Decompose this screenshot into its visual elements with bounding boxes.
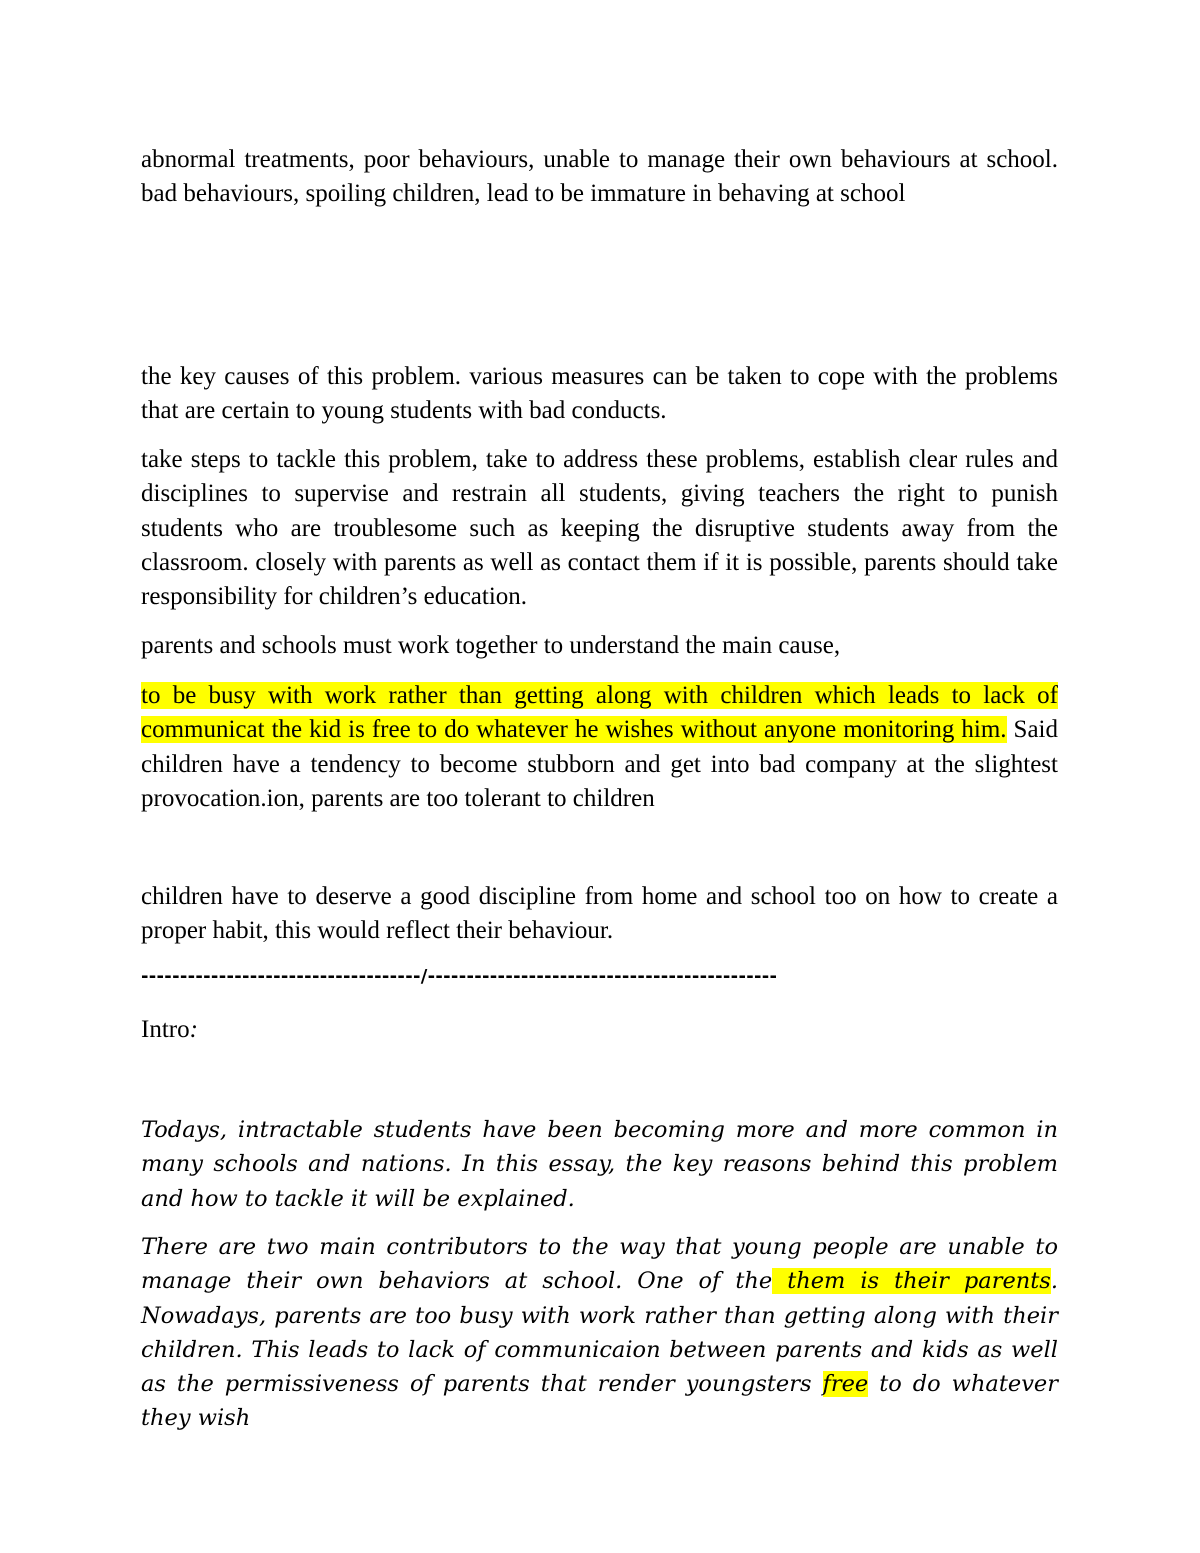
paragraph-1: abnormal treatments, poor behaviours, unable to manage their own behaviours at school. bad behaviours, spoiling children, lead to be immature in behaving at school xyxy=(141,146,1058,208)
paragraph-6: children have to deserve a good discipline from home and school too on how to create a proper habit, this would reflect their behaviour. xyxy=(141,883,1058,945)
highlighted-text: to be busy with work rather than getting along with children which leads to lack of communicat the kid is free to do whatever he wishes without anyone monitoring him. xyxy=(141,682,1058,744)
paragraph-4: parents and schools must work together to understand the main cause, xyxy=(141,632,841,659)
paragraph-5-text: Said children have a tendency to become stubborn and get into bad company at the slightest provocation.ion, parents are too tolerant to children xyxy=(141,716,1058,812)
paragraph-8-part-3: to do whatever they wish xyxy=(141,1371,1058,1432)
highlighted-text: free xyxy=(822,1371,869,1398)
paragraph-5 xyxy=(141,679,1058,816)
separator-line: ------------------------------------/--------------------------------------------- xyxy=(141,966,778,987)
intro-label: Intro xyxy=(141,1016,190,1043)
intro-heading xyxy=(141,1013,1058,1047)
paragraph-2: the key causes of this problem. various measures can be taken to cope with the problems that are certain to young students with bad conducts. xyxy=(141,363,1058,425)
paragraph-3: take steps to tackle this problem, take to address these problems, establish clear rules and disciplines to supervise and restrain all students, giving teachers the right to punish students who are troublesome such as keeping the disruptive students away from the classroom. closely with parents as well as contact them if it is possible, parents should take responsibility for children’s education. xyxy=(141,446,1058,611)
highlighted-text: them is their parents xyxy=(772,1268,1051,1295)
paragraph-8-part-2: . Nowadays, parents are too busy with work rather than getting along with their children. This leads to lack of communicaion between parents and kids as well as the permissiveness of parents that render youngsters xyxy=(141,1268,1058,1398)
intro-colon: : xyxy=(189,1016,198,1043)
paragraph-7: Todays, intractable students have been becoming more and more common in many schools and nations. In this essay, the key reasons behind this problem and how to tackle it will be explained. xyxy=(141,1117,1058,1212)
paragraph-8-part-1: There are two main contributors to the way that young people are unable to manage their own behaviors at school. One of the xyxy=(141,1234,1058,1295)
paragraph-8 xyxy=(141,1230,1058,1436)
